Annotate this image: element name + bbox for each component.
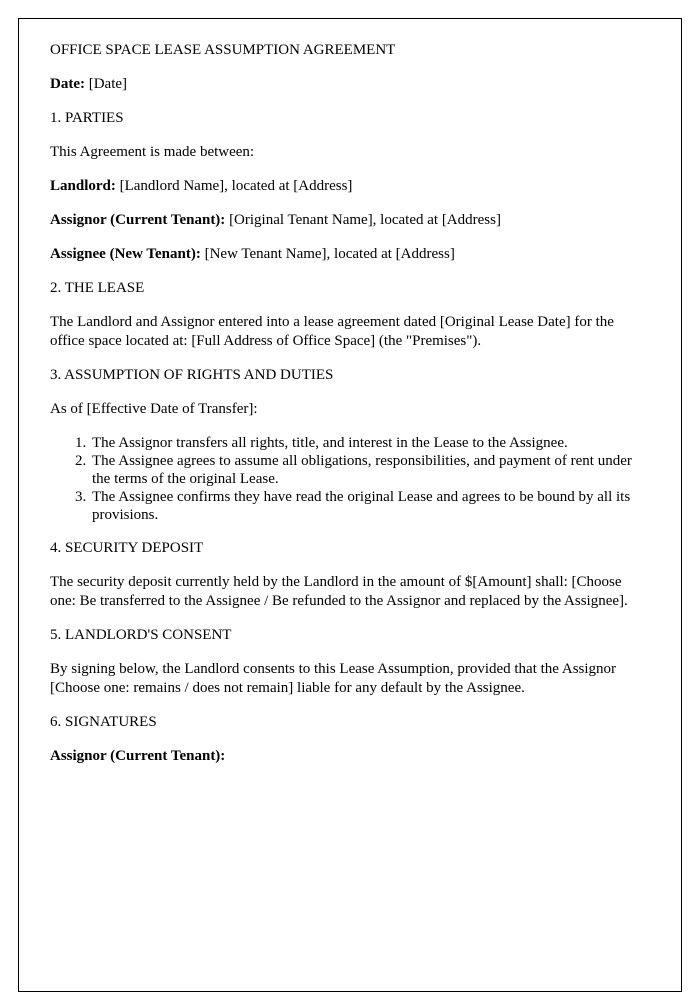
section-heading-security-deposit: 4. SECURITY DEPOSIT — [50, 540, 204, 556]
assumption-list — [50, 434, 650, 524]
consent-body: By signing below, the Landlord consents to this Lease Assumption, provided that the Assignor [Choose one: remains / does not remain] liable for any default by the Assignee. — [50, 661, 617, 696]
landlord-text: [Landlord Name], located at [Address] — [119, 178, 353, 194]
date-line — [50, 75, 650, 94]
section-heading-parties: 1. PARTIES — [50, 110, 124, 126]
assignee-text: [New Tenant Name], located at [Address] — [204, 246, 455, 262]
section-heading-signatures: 6. SIGNATURES — [50, 714, 157, 730]
party-assignor — [50, 211, 650, 230]
assumption-item-2: 2. The Assignee agrees to assume all obligations, responsibilities, and payment of rent under the terms of the original Lease. — [90, 452, 650, 488]
document-frame — [18, 18, 682, 992]
page-title: OFFICE SPACE LEASE ASSUMPTION AGREEMENT — [50, 42, 396, 58]
landlord-label: Landlord: — [50, 178, 116, 194]
section-heading-assumption: 3. ASSUMPTION OF RIGHTS AND DUTIES — [50, 367, 334, 383]
security-deposit-body: The security deposit currently held by the Landlord in the amount of $[Amount] shall: [Choose one: Be transferred to the Assignee / Be refunded to the Assignor and replaced by the Assignee]. — [50, 574, 628, 609]
assignee-label: Assignee (New Tenant): — [50, 246, 201, 262]
assignor-label: Assignor (Current Tenant): — [50, 212, 226, 228]
lease-body: The Landlord and Assignor entered into a lease agreement dated [Original Lease Date] for the office space located at: [Full Address of Office Space] (the "Premises"). — [50, 314, 614, 349]
section-heading-lease: 2. THE LEASE — [50, 280, 145, 296]
date-label: Date: — [50, 76, 85, 92]
assumption-item-1: 1. The Assignor transfers all rights, title, and interest in the Lease to the Assignee. — [90, 434, 650, 452]
party-landlord — [50, 177, 650, 196]
party-assignee — [50, 245, 650, 264]
date-value: [Date] — [88, 76, 128, 92]
assumption-intro: As of [Effective Date of Transfer]: — [50, 401, 258, 417]
signature-assignor-label: Assignor (Current Tenant): — [50, 748, 226, 764]
assumption-item-3: 3. The Assignee confirms they have read the original Lease and agrees to be bound by all its provisions. — [90, 488, 650, 524]
assignor-text: [Original Tenant Name], located at [Address] — [229, 212, 501, 228]
section-heading-consent: 5. LANDLORD'S CONSENT — [50, 627, 232, 643]
parties-intro: This Agreement is made between: — [50, 144, 255, 160]
